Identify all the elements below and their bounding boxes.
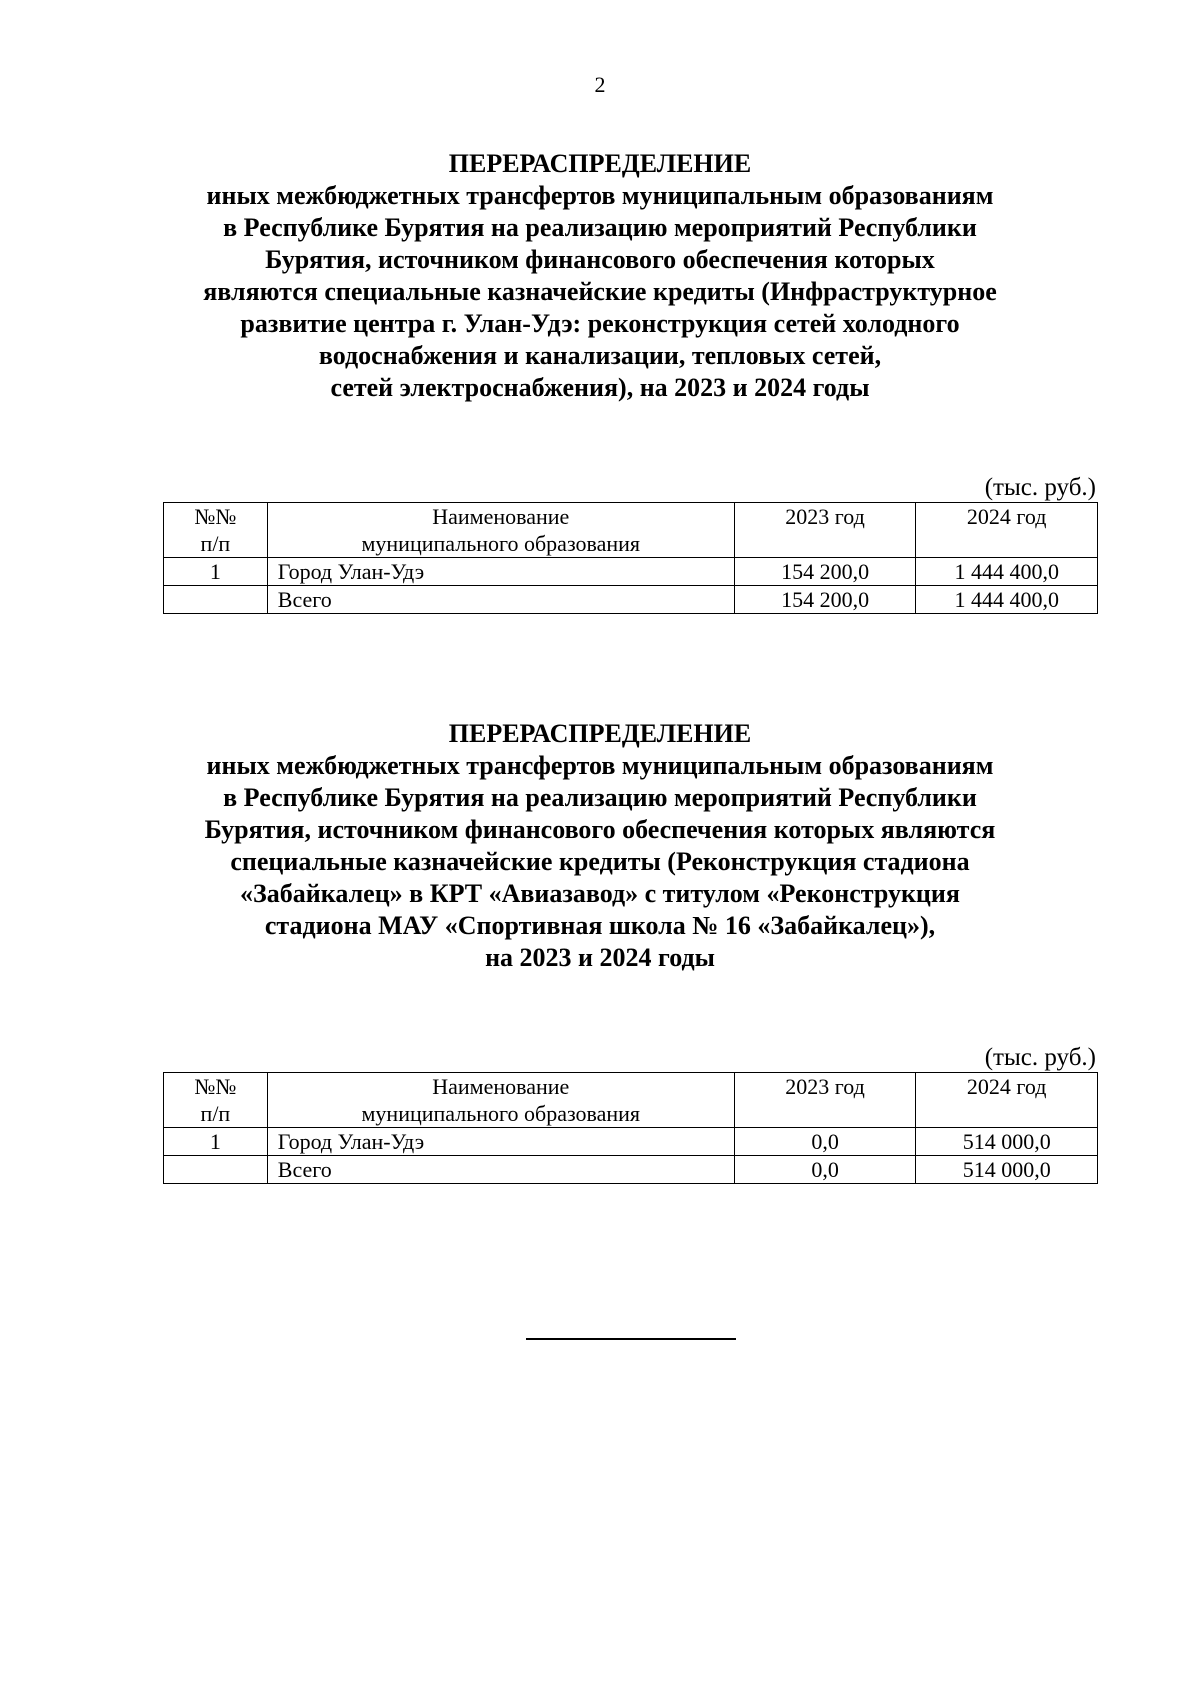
closing-rule (526, 1338, 736, 1340)
header-2024: 2024 год (916, 1073, 1098, 1128)
page-number: 2 (594, 72, 606, 97)
title-line: в Республике Бурятия на реализацию мероприятий Республики (223, 783, 977, 812)
header-name-line: Наименование (432, 1074, 570, 1099)
section-1-units: (тыс. руб.) (984, 474, 1096, 501)
title-line: являются специальные казначейские кредиты (Инфраструктурное (203, 277, 997, 306)
table-total-row (164, 1156, 1098, 1184)
title-line: ПЕРЕРАСПРЕДЕЛЕНИЕ (448, 719, 752, 748)
table-header-row (164, 503, 1098, 558)
cell-num (164, 586, 268, 614)
cell-2024: 514 000,0 (916, 1156, 1098, 1184)
title-line: в Республике Бурятия на реализацию мероприятий Республики (223, 213, 977, 242)
table-header-row (164, 1073, 1098, 1128)
cell-2024: 514 000,0 (916, 1128, 1098, 1156)
header-num-line: №№ (194, 1074, 237, 1099)
section-1-table (163, 502, 1098, 614)
title-line: Бурятия, источником финансового обеспечения которых (265, 245, 935, 274)
title-line: ПЕРЕРАСПРЕДЕЛЕНИЕ (448, 149, 752, 178)
cell-name: Всего (267, 586, 734, 614)
header-2023: 2023 год (734, 1073, 916, 1128)
title-line: на 2023 и 2024 годы (485, 943, 715, 972)
header-2023: 2023 год (734, 503, 916, 558)
section-2-units: (тыс. руб.) (984, 1044, 1096, 1071)
header-num-line: п/п (200, 1101, 231, 1126)
cell-2023: 154 200,0 (734, 586, 916, 614)
title-line: специальные казначейские кредиты (Реконструкция стадиона (230, 847, 970, 876)
title-line: водоснабжения и канализации, тепловых сетей, (318, 341, 882, 370)
title-line: иных межбюджетных трансфертов муниципальным образованиям (206, 181, 994, 210)
header-name (267, 1073, 734, 1128)
header-name-line: муниципального образования (361, 531, 641, 556)
cell-2023: 154 200,0 (734, 558, 916, 586)
header-num-line: п/п (200, 531, 231, 556)
cell-name: Город Улан-Удэ (267, 558, 734, 586)
table-total-row (164, 586, 1098, 614)
title-line: иных межбюджетных трансфертов муниципальным образованиям (206, 751, 994, 780)
table-row (164, 558, 1098, 586)
table-row (164, 1128, 1098, 1156)
header-num-line: №№ (194, 504, 237, 529)
header-name-line: муниципального образования (361, 1101, 641, 1126)
section-1-title (0, 148, 1200, 404)
title-line: сетей электроснабжения), на 2023 и 2024 годы (330, 373, 870, 402)
cell-2023: 0,0 (734, 1128, 916, 1156)
header-name (267, 503, 734, 558)
cell-name: Город Улан-Удэ (267, 1128, 734, 1156)
cell-2024: 1 444 400,0 (916, 558, 1098, 586)
section-2-table (163, 1072, 1098, 1184)
header-name-line: Наименование (432, 504, 570, 529)
title-line: «Забайкалец» в КРТ «Авиазавод» с титулом «Реконструкция (240, 879, 960, 908)
header-num (164, 1073, 268, 1128)
cell-2024: 1 444 400,0 (916, 586, 1098, 614)
cell-2023: 0,0 (734, 1156, 916, 1184)
cell-num: 1 (164, 558, 268, 586)
cell-num: 1 (164, 1128, 268, 1156)
cell-num (164, 1156, 268, 1184)
title-line: Бурятия, источником финансового обеспечения которых являются (204, 815, 996, 844)
section-2-title (0, 718, 1200, 974)
header-2024: 2024 год (916, 503, 1098, 558)
title-line: развитие центра г. Улан-Удэ: реконструкция сетей холодного (240, 309, 960, 338)
cell-name: Всего (267, 1156, 734, 1184)
title-line: стадиона МАУ «Спортивная школа № 16 «Забайкалец»), (264, 911, 936, 940)
header-num (164, 503, 268, 558)
